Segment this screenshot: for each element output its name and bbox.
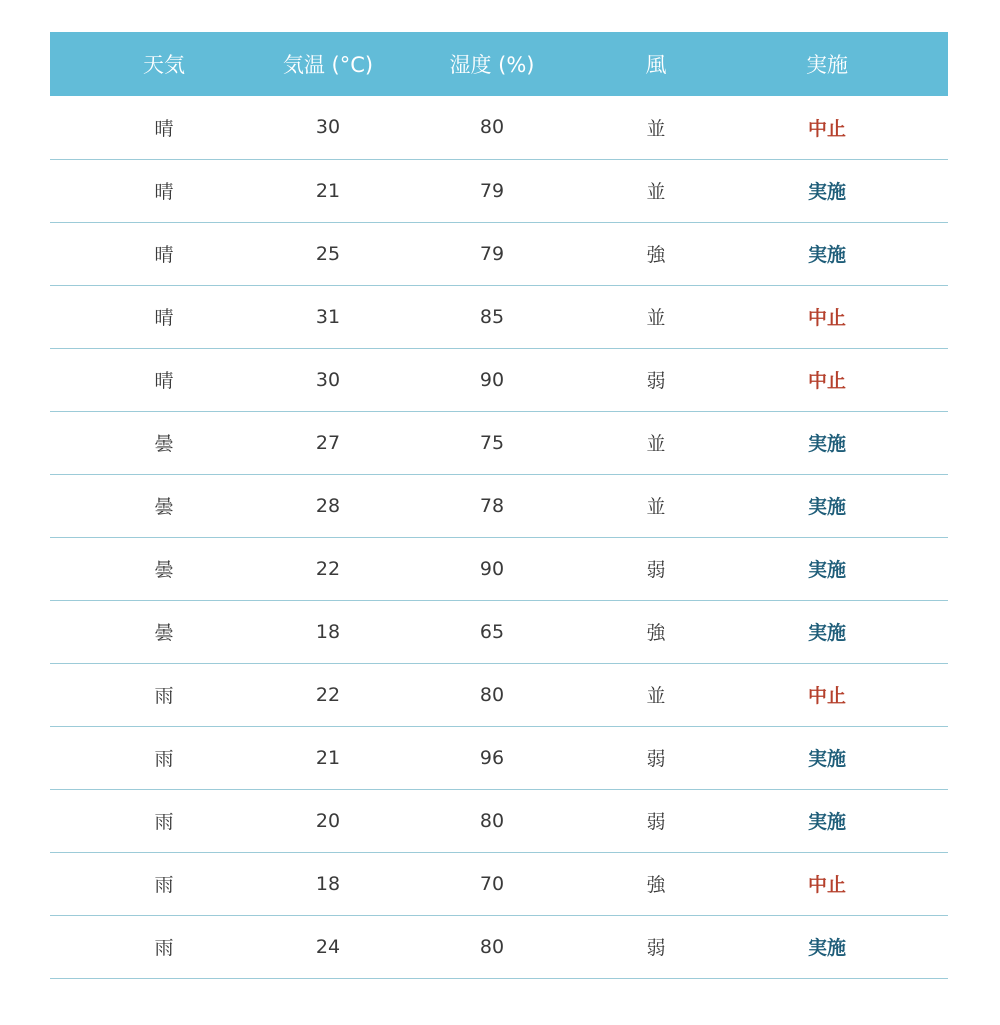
cell-status: 実施	[807, 559, 846, 581]
cell-wind: 強	[646, 874, 666, 896]
cell-temperature: 31	[315, 305, 341, 328]
cell-weather: 晴	[154, 307, 174, 329]
cell-wind: 弱	[646, 370, 666, 392]
cell-status: 実施	[807, 811, 846, 833]
table-row	[50, 222, 948, 285]
table-header	[50, 32, 948, 96]
header-row	[50, 32, 948, 96]
weather-table-container	[50, 32, 948, 979]
cell-weather: 曇	[154, 433, 174, 455]
cell-status: 中止	[807, 874, 846, 896]
cell-temperature: 22	[315, 557, 341, 580]
cell-humidity: 90	[479, 557, 505, 580]
cell-weather: 雨	[154, 685, 174, 707]
cell-weather: 曇	[154, 559, 174, 581]
table-row	[50, 96, 948, 159]
cell-wind: 弱	[646, 937, 666, 959]
table-row	[50, 285, 948, 348]
cell-status: 中止	[807, 307, 846, 329]
cell-weather: 雨	[154, 811, 174, 833]
table-row	[50, 474, 948, 537]
weather-decision-table	[50, 32, 948, 979]
cell-weather: 晴	[154, 370, 174, 392]
cell-temperature: 25	[315, 242, 341, 265]
table-row	[50, 789, 948, 852]
table-row	[50, 537, 948, 600]
cell-temperature: 22	[315, 683, 341, 706]
cell-status: 中止	[807, 370, 846, 392]
cell-status: 実施	[807, 181, 846, 203]
cell-temperature: 18	[315, 872, 341, 895]
cell-temperature: 28	[315, 494, 341, 517]
cell-wind: 並	[646, 685, 666, 707]
cell-status: 中止	[807, 117, 846, 140]
cell-humidity: 79	[479, 179, 505, 202]
cell-temperature: 30	[315, 116, 341, 139]
cell-humidity: 78	[479, 494, 505, 517]
cell-humidity: 80	[479, 116, 505, 139]
cell-weather: 晴	[154, 181, 174, 203]
table-row	[50, 852, 948, 915]
table-row	[50, 411, 948, 474]
cell-humidity: 90	[479, 368, 505, 391]
cell-wind: 弱	[646, 748, 666, 770]
cell-status: 実施	[807, 496, 846, 518]
cell-humidity: 75	[479, 431, 505, 454]
cell-humidity: 80	[479, 683, 505, 706]
cell-wind: 並	[646, 496, 666, 518]
cell-status: 実施	[807, 433, 846, 455]
header-weather: 天気	[143, 53, 185, 77]
cell-humidity: 85	[479, 305, 505, 328]
cell-humidity: 70	[479, 872, 505, 895]
cell-temperature: 21	[315, 746, 341, 769]
cell-wind: 弱	[646, 811, 666, 833]
header-humidity: 湿度 (%)	[449, 53, 535, 77]
table-row	[50, 663, 948, 726]
cell-weather: 曇	[154, 496, 174, 518]
cell-temperature: 30	[315, 368, 341, 391]
cell-wind: 強	[646, 622, 666, 644]
cell-status: 実施	[807, 622, 846, 644]
header-status: 実施	[806, 53, 848, 77]
cell-temperature: 27	[315, 431, 341, 454]
cell-status: 実施	[807, 244, 846, 266]
table-body	[50, 96, 948, 978]
table-row	[50, 600, 948, 663]
cell-temperature: 18	[315, 620, 341, 643]
cell-temperature: 24	[315, 935, 341, 958]
header-wind: 風	[645, 53, 667, 77]
cell-wind: 並	[646, 117, 666, 140]
cell-humidity: 65	[479, 620, 505, 643]
cell-status: 中止	[807, 685, 846, 707]
cell-humidity: 79	[479, 242, 505, 265]
cell-weather: 雨	[154, 874, 174, 896]
cell-wind: 弱	[646, 559, 666, 581]
table-row	[50, 915, 948, 978]
cell-wind: 並	[646, 181, 666, 203]
cell-humidity: 80	[479, 809, 505, 832]
header-temperature: 気温 (°C)	[282, 53, 374, 77]
cell-wind: 並	[646, 433, 666, 455]
table-row	[50, 159, 948, 222]
cell-weather: 雨	[154, 937, 174, 959]
table-row	[50, 348, 948, 411]
cell-temperature: 20	[315, 809, 341, 832]
cell-weather: 雨	[154, 748, 174, 770]
cell-weather: 曇	[154, 622, 174, 644]
cell-status: 実施	[807, 748, 846, 770]
table-row	[50, 726, 948, 789]
cell-weather: 晴	[154, 244, 174, 266]
cell-status: 実施	[807, 937, 846, 959]
cell-humidity: 80	[479, 935, 505, 958]
cell-temperature: 21	[315, 179, 341, 202]
cell-wind: 強	[646, 244, 666, 266]
cell-weather: 晴	[154, 117, 174, 140]
cell-humidity: 96	[479, 746, 505, 769]
cell-wind: 並	[646, 307, 666, 329]
